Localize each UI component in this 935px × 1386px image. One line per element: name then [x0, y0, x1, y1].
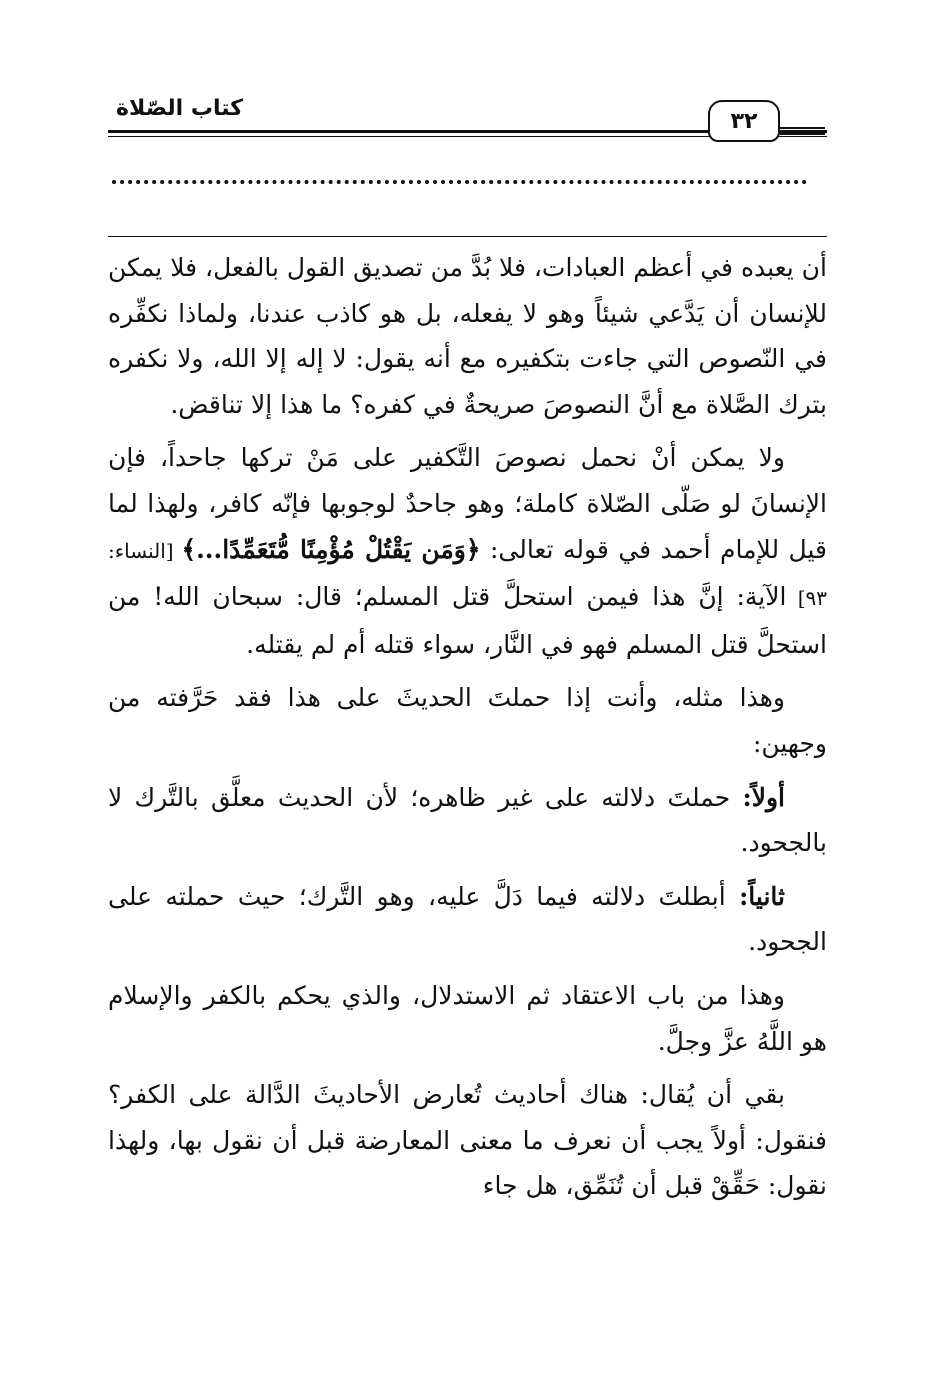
paragraph-text: وهذا من باب الاعتقاد ثم الاستدلال، والذي يحكم بالكفر والإسلام هو اللَّهُ عزَّ وجلَّ. [108, 980, 827, 1056]
paragraph-5 [108, 874, 827, 965]
paragraph-text: ولا يمكن أنْ نحمل نصوصَ التَّكفير على مَنْ تركها جاحداً، فإن الإنسانَ لو صَلّى الصّلاة كاملة؛ وهو جاحدٌ لوجوبها فإنّه كافر، ولهذا لما قيل للإمام أحمد في قوله تعالى: [108, 443, 827, 564]
dotted-line [112, 180, 807, 184]
verse-reference: [النساء: ٩٣] [108, 538, 828, 611]
header-ornament-line [780, 133, 825, 135]
running-header-book-title: كتاب الصّلاة [110, 96, 302, 121]
paragraph-6 [108, 973, 827, 1064]
paragraph-text: أبطلتَ دلالته فيما دَلَّ عليه، وهو التَّرك؛ حيث حملته على الجحود. [108, 881, 827, 957]
paragraph-text: أن يعبده في أعظم العبادات، فلا بُدَّ من تصديق القول بالفعل، فلا يمكن للإنسان أن يَدَّعي شيئاً وهو لا يفعله، بل هو كاذب عندنا، ولماذا نكفِّره في النّصوص التي جاءت بتكفيره مع أنه يقول: لا إله إلا الله، ولا نكفره بترك الصَّلاة مع أنَّ النصوصَ صريحةٌ في كفره؟ ما هذا إلا تناقض. [108, 253, 827, 419]
paragraph-lead: أولاً: [742, 782, 785, 812]
quran-verse: ﴿وَمَن يَقْتُلْ مُؤْمِنًا مُّتَعَمِّدًا...﴾ [181, 534, 481, 564]
paragraph-4 [108, 775, 827, 866]
paragraph-2 [108, 435, 827, 667]
paragraph-7 [108, 1072, 827, 1209]
page-number: ٣٢ [730, 108, 758, 134]
paragraph-text: الآية: إنَّ هذا فيمن استحلَّ قتل المسلم؛ قال: سبحان الله! من استحلَّ قتل المسلم فهو في النَّار، سواء قتله أم لم يقتله. [108, 582, 827, 659]
paragraph-text: بقي أن يُقال: هناك أحاديث تُعارض الأحاديثَ الدَّالة على الكفر؟ فنقول: أولاً يجب أن نعرف ما معنى المعارضة قبل أن نقول بها، ولهذا نقول: حَقِّقْ قبل أن تُنَمِّق، هل جاء [108, 1080, 827, 1201]
body-text [108, 245, 827, 1209]
page-number-frame [708, 100, 780, 142]
header-ornament-line [780, 127, 825, 129]
paragraph-1 [108, 245, 827, 427]
paragraph-lead: ثانياً: [739, 881, 785, 911]
paragraph-3 [108, 675, 827, 766]
paragraph-text: حملتَ دلالته على غير ظاهره؛ لأن الحديث معلَّق بالتَّرك لا بالجحود. [108, 782, 827, 858]
paragraph-text: وهذا مثله، وأنت إذا حملتَ الحديثَ على هذا فقد حَرَّفته من وجهين: [108, 683, 827, 758]
section-separator [108, 236, 827, 237]
